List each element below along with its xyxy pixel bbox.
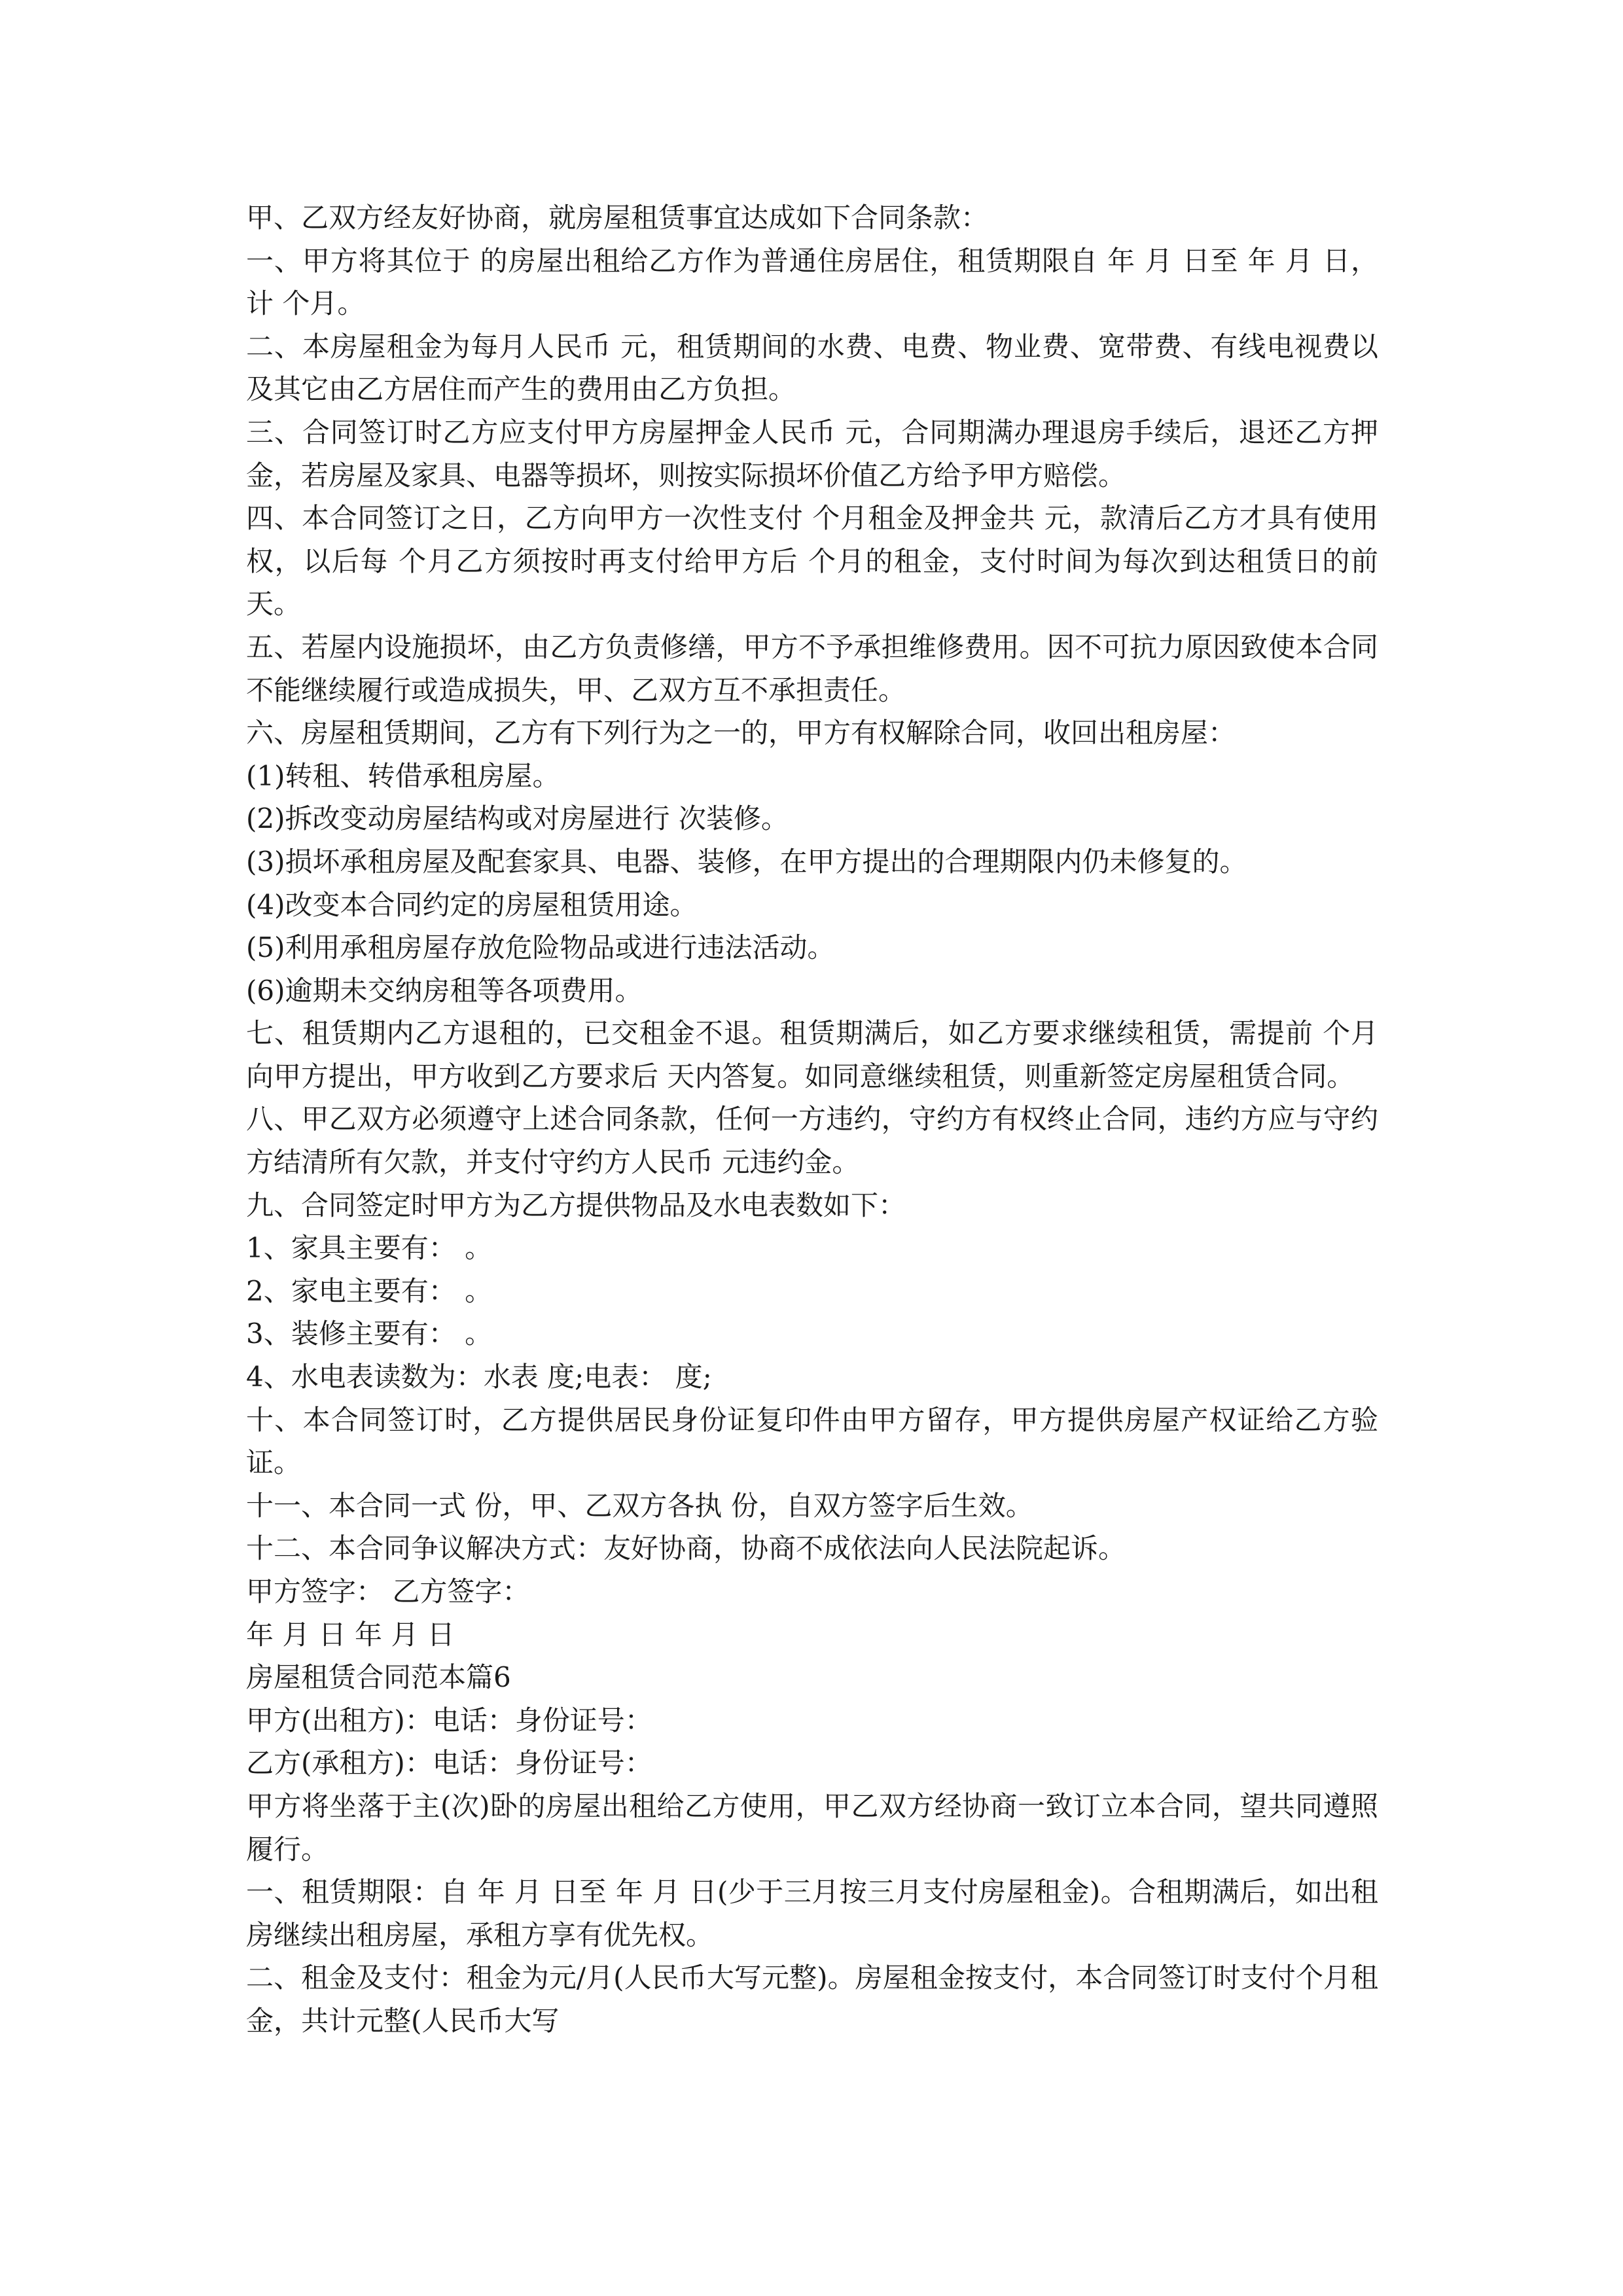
paragraph: (5)利用承租房屋存放危险物品或进行违法活动。 xyxy=(246,931,835,964)
paragraph: (6)逾期未交纳房租等各项费用。 xyxy=(246,974,643,1007)
paragraph: 九、合同签定时甲方为乙方提供物品及水电表数如下： xyxy=(246,1189,906,1221)
paragraph: 2、家电主要有： 。 xyxy=(246,1274,493,1307)
paragraph: (1)转租、转借承租房屋。 xyxy=(246,759,560,792)
paragraph: 五、若屋内设施损坏，由乙方负责修缮，甲方不予承担维修费用。因不可抗力原因致使本合同不能继续履行或造成损失，甲、乙双方互不承担责任。 xyxy=(246,630,1378,706)
paragraph: 一、甲方将其位于 的房屋出租给乙方作为普通住房居住，租赁期限自 年 月 日至 年 月 日，计 个月。 xyxy=(246,244,1378,320)
paragraph: (3)损坏承租房屋及配套家具、电器、装修，在甲方提出的合理期限内仍未修复的。 xyxy=(246,845,1247,878)
paragraph: 十、本合同签订时，乙方提供居民身份证复印件由甲方留存，甲方提供房屋产权证给乙方验证。 xyxy=(246,1403,1378,1479)
paragraph: (4)改变本合同约定的房屋租赁用途。 xyxy=(246,888,698,921)
paragraph: 六、房屋租赁期间，乙方有下列行为之一的，甲方有权解除合同，收回出租房屋： xyxy=(246,717,1236,749)
paragraph: 七、租赁期内乙方退租的，已交租金不退。租赁期满后，如乙方要求继续租赁，需提前 个月向甲方提出，甲方收到乙方要求后 天内答复。如同意继续租赁，则重新签定房屋租赁合同。 xyxy=(246,1017,1378,1092)
paragraph: 1、家具主要有： 。 xyxy=(246,1232,493,1265)
section-title: 房屋租赁合同范本篇6 xyxy=(246,1661,511,1694)
paragraph: 甲方(出租方)：电话：身份证号： xyxy=(246,1704,652,1736)
paragraph: 十二、本合同争议解决方式：友好协商，协商不成依法向人民法院起诉。 xyxy=(246,1532,1126,1565)
paragraph: 十一、本合同一式 份，甲、乙双方各执 份，自双方签字后生效。 xyxy=(246,1489,1033,1522)
paragraph: 甲方将坐落于主(次)卧的房屋出租给乙方使用，甲乙双方经协商一致订立本合同，望共同遵照履行。 xyxy=(246,1789,1378,1865)
paragraph: 年 月 日 年 月 日 xyxy=(246,1618,455,1651)
contract-body xyxy=(246,196,1378,2043)
paragraph: 甲、乙双方经友好协商，就房屋租赁事宜达成如下合同条款： xyxy=(246,202,989,234)
paragraph: 二、本房屋租金为每月人民币 元，租赁期间的水费、电费、物业费、宽带费、有线电视费以及其它由乙方居住而产生的费用由乙方负担。 xyxy=(246,330,1378,406)
paragraph: 四、本合同签订之日，乙方向甲方一次性支付 个月租金及押金共 元，款清后乙方才具有使用权，以后每 个月乙方须按时再支付给甲方后 个月的租金，支付时间为每次到达租赁日的前 天。 xyxy=(246,502,1378,620)
paragraph: 一、租赁期限：自 年 月 日至 年 月 日(少于三月按三月支付房屋租金)。合租期满后，如出租房继续出租房屋，承租方享有优先权。 xyxy=(246,1876,1378,1951)
paragraph: (2)拆改变动房屋结构或对房屋进行 次装修。 xyxy=(246,802,789,835)
paragraph: 4、水电表读数为：水表 度;电表： 度; xyxy=(246,1361,712,1393)
paragraph: 三、合同签订时乙方应支付甲方房屋押金人民币 元，合同期满办理退房手续后，退还乙方押金，若房屋及家具、电器等损坏，则按实际损坏价值乙方给予甲方赔偿。 xyxy=(246,416,1378,492)
paragraph: 甲方签字： 乙方签字： xyxy=(246,1575,530,1607)
paragraph: 乙方(承租方)：电话：身份证号： xyxy=(246,1747,652,1780)
paragraph: 二、租金及支付：租金为元/月(人民币大写元整)。房屋租金按支付，本合同签订时支付个月租金，共计元整(人民币大写 xyxy=(246,1962,1378,2037)
paragraph: 八、甲乙双方必须遵守上述合同条款，任何一方违约，守约方有权终止合同，违约方应与守约方结清所有欠款，并支付守约方人民币 元违约金。 xyxy=(246,1103,1378,1179)
paragraph: 3、装修主要有： 。 xyxy=(246,1318,493,1350)
